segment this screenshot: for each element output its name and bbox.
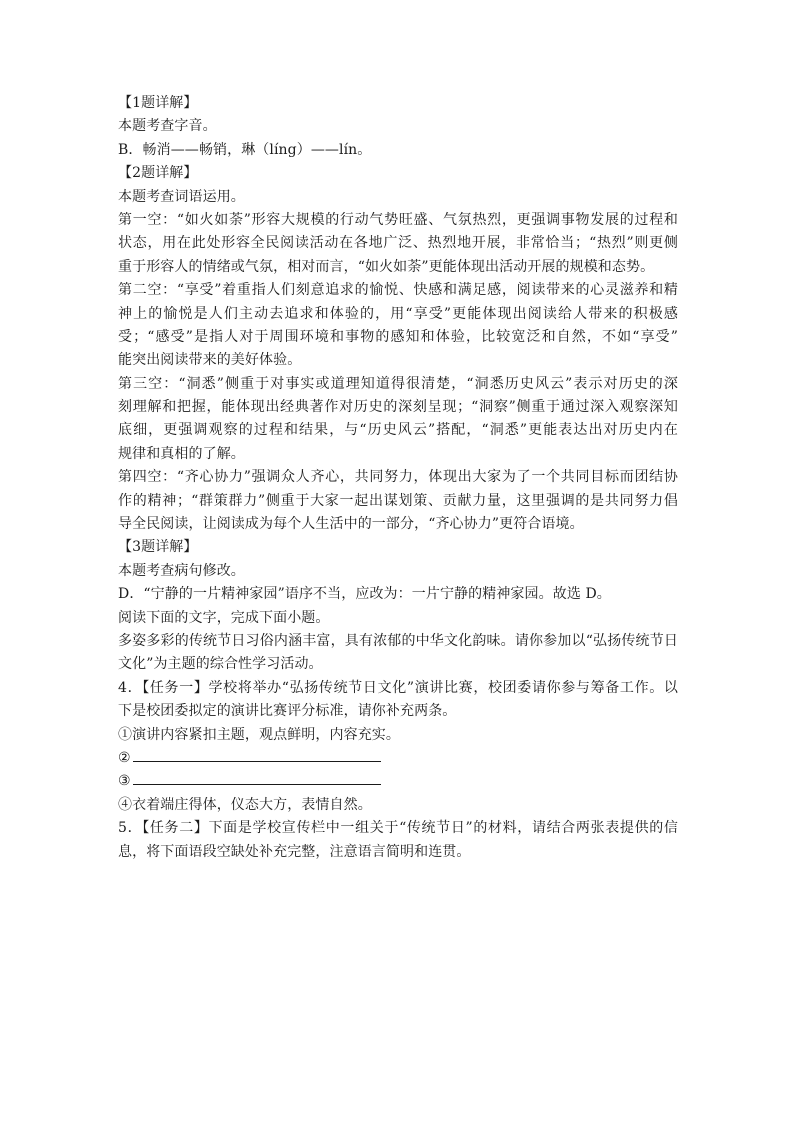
q4-item-3-marker: ③	[118, 773, 131, 790]
q4-item-2-marker: ②	[118, 749, 131, 766]
q4-stem-line: 4．【任务一】学校将举办“弘扬传统节日文化”演讲比赛，校团委请你参与筹备工作。以	[118, 679, 678, 696]
document-page	[118, 92, 678, 864]
reading-intro-line: 文化”为主题的综合性学习活动。	[118, 656, 323, 673]
q2-p1-line: 状态，用在此处形容全民阅读活动在各地广泛、热烈地开展，非常恰当；“热烈”则更侧	[118, 235, 678, 252]
q4-item-3	[118, 770, 678, 793]
reading-instruction: 阅读下面的文字，完成下面小题。	[118, 609, 330, 626]
q2-p2-line: 神上的愉悦是人们主动去追求和体验的，用“享受”更能体现出阅读给人带来的积极感	[118, 305, 678, 322]
q4-item-2-blank[interactable]	[133, 747, 381, 762]
q2-p3-line: 底细，更强调观察的过程和结果，与“历史风云”搭配，“洞悉”更能表达出对历史内在	[118, 422, 678, 439]
q3-intro: 本题考查病句修改。	[118, 562, 245, 579]
reading-intro-line: 多姿多彩的传统节日习俗内涵丰富，具有浓郁的中华文化韵味。请你参加以“弘扬传统节日	[118, 632, 678, 649]
q4-item-1: ①演讲内容紧扣主题，观点鲜明，内容充实。	[118, 726, 400, 743]
q2-p4-line: 第四空：“齐心协力”强调众人齐心，共同努力，体现出大家为了一个共同目标而团结协	[118, 469, 678, 486]
q2-p3-line: 规律和真相的了解。	[118, 445, 245, 462]
q2-heading: 【2题详解】	[118, 165, 198, 182]
q3-answer: D．“宁静的一片精神家园”语序不当，应改为：一片宁静的精神家园。故选 D。	[118, 586, 611, 603]
q2-p2-line: 能突出阅读带来的美好体验。	[118, 352, 302, 369]
q2-p2-line: 第二空：“享受”着重指人们刻意追求的愉悦、快感和满足感，阅读带来的心灵滋养和精	[118, 282, 678, 299]
q1-intro: 本题考查字音。	[118, 118, 217, 135]
q2-intro: 本题考查词语运用。	[118, 188, 245, 205]
q2-p4-line: 作的精神；“群策群力”侧重于大家一起出谋划策、贡献力量，这里强调的是共同努力倡	[118, 492, 678, 509]
q5-stem-line: 5．【任务二】下面是学校宣传栏中一组关于“传统节日”的材料，请结合两张表提供的信	[118, 820, 678, 837]
q4-stem-line: 下是校团委拟定的演讲比赛评分标准，请你补充两条。	[118, 703, 457, 720]
q2-p1-line: 重于形容人的情绪或气氛，相对而言，“如火如荼”更能体现出活动开展的规模和态势。	[118, 258, 655, 275]
q2-p3-line: 第三空：“洞悉”侧重于对事实或道理知道得很清楚，“洞悉历史风云”表示对历史的深	[118, 375, 678, 392]
q5-stem-line: 息，将下面语段空缺处补充完整，注意语言简明和连贯。	[118, 843, 471, 860]
q2-p4-line: 导全民阅读，让阅读成为每个人生活中的一部分，“齐心协力”更符合语境。	[118, 516, 584, 533]
q2-p2-line: 受；“感受”是指人对于周围环境和事物的感知和体验，比较宽泛和自然，不如“享受”	[118, 328, 678, 345]
q2-p3-line: 刻理解和把握，能体现出经典著作对历史的深刻呈现；“洞察”侧重于通过深入观察深知	[118, 399, 678, 416]
q3-heading: 【3题详解】	[118, 539, 198, 556]
q4-item-2	[118, 747, 678, 770]
q4-item-3-blank[interactable]	[133, 770, 381, 785]
q1-answer: B．畅消——畅销，琳（líng）——lín。	[118, 141, 372, 158]
q2-p1-line: 第一空：“如火如荼”形容大规模的行动气势旺盛、气氛热烈，更强调事物发展的过程和	[118, 211, 678, 228]
q1-heading: 【1题详解】	[118, 95, 198, 111]
q4-item-4: ④衣着端庄得体，仪态大方，表情自然。	[118, 796, 372, 813]
